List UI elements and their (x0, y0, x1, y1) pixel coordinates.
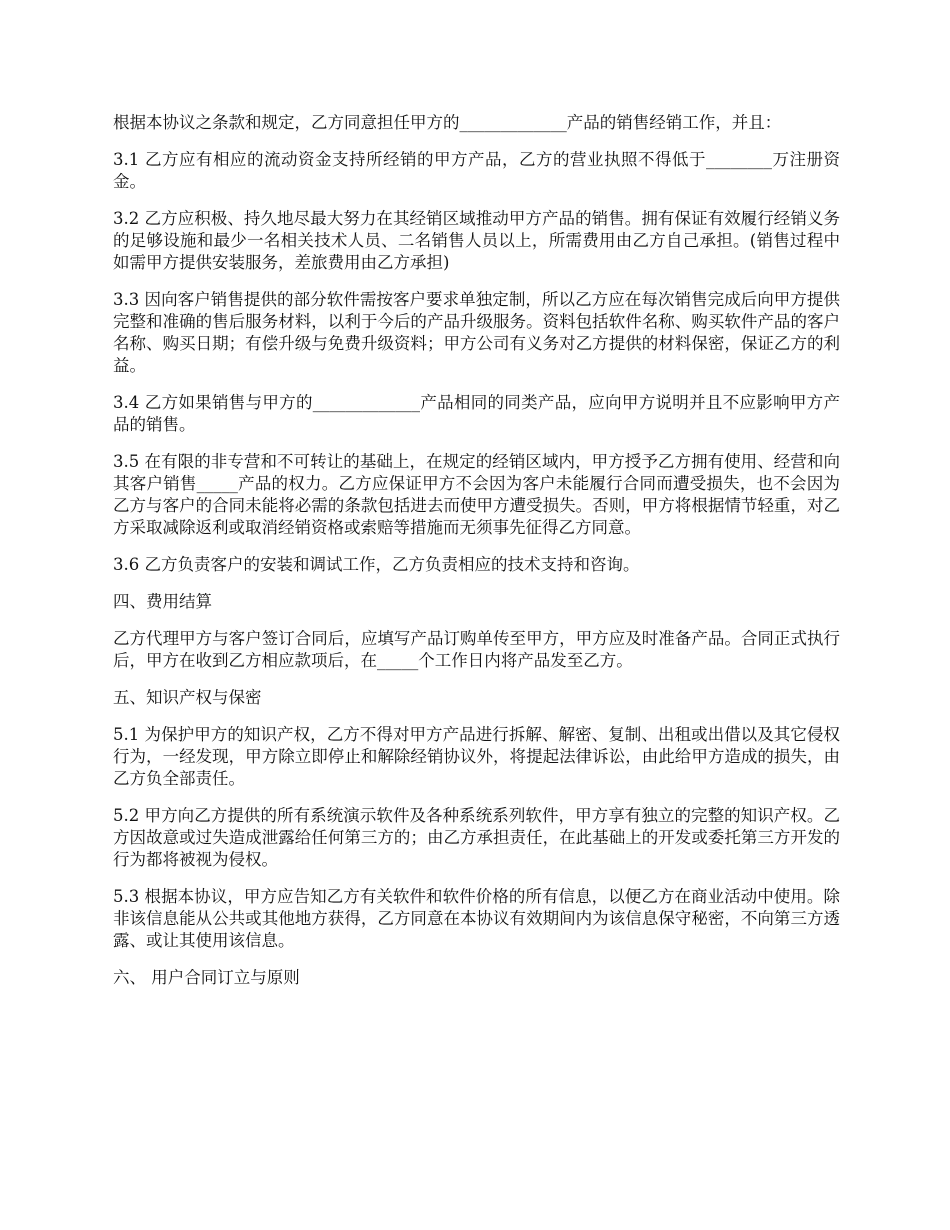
section-heading-4: 四、费用结算 (113, 592, 212, 611)
section-heading-5: 五、知识产权与保密 (113, 688, 262, 707)
clause-5-3: 5.3 根据本协议，甲方应告知乙方有关软件和软件价格的所有信息，以便乙方在商业活动中使用。除非该信息能从公共或其他地方获得，乙方同意在本协议有效期间内为该信息保守秘密，不向第三方透露、或让其使用该信息。 (113, 887, 840, 950)
clause-3-1: 3.1 乙方应有相应的流动资金支持所经销的甲方产品，乙方的营业执照不得低于________万注册资金。 (113, 150, 840, 191)
clause-5-1: 5.1 为保护甲方的知识产权，乙方不得对甲方产品进行拆解、解密、复制、出租或出借以及其它侵权行为，一经发现，甲方除立即停止和解除经销协议外，将提起法律诉讼，由此给甲方造成的损失，由乙方负全部责任。 (113, 725, 840, 788)
paragraph-settlement: 乙方代理甲方与客户签订合同后，应填写产品订购单传至甲方，甲方应及时准备产品。合同正式执行后，甲方在收到乙方相应款项后，在_____个工作日内将产品发至乙方。 (113, 629, 840, 670)
clause-3-5: 3.5 在有限的非专营和不可转让的基础上，在规定的经销区域内，甲方授予乙方拥有使用、经营和向其客户销售_____产品的权力。乙方应保证甲方不会因为客户未能履行合同而遭受损失，也不会因为乙方与客户的合同未能将必需的条款包括进去而使甲方遭受损失。否则，甲方将根据情节轻重，对乙方采取减除返利或取消经销资格或索赔等措施而无须事先征得乙方同意。 (113, 452, 840, 537)
clause-5-2: 5.2 甲方向乙方提供的所有系统演示软件及各种系统系列软件，甲方享有独立的完整的知识产权。乙方因故意或过失造成泄露给任何第三方的；由乙方承担责任，在此基础上的开发或委托第三方开发的行为都将被视为侵权。 (113, 806, 840, 869)
paragraph-intro: 根据本协议之条款和规定，乙方同意担任甲方的_____________产品的销售经销工作，并且： (113, 113, 782, 132)
document-body (113, 112, 840, 1004)
section-heading-6: 六、 用户合同订立与原则 (113, 968, 300, 987)
clause-3-4: 3.4 乙方如果销售与甲方的_____________产品相同的同类产品，应向甲方说明并且不应影响甲方产品的销售。 (113, 393, 840, 434)
clause-3-2: 3.2 乙方应积极、持久地尽最大努力在其经销区域推动甲方产品的销售。拥有保证有效履行经销义务的足够设施和最少一名相关技术人员、二名销售人员以上，所需费用由乙方自己承担。(销售过程中如需甲方提供安装服务，差旅费用由乙方承担) (113, 209, 840, 272)
clause-3-6: 3.6 乙方负责客户的安装和调试工作，乙方负责相应的技术支持和咨询。 (113, 555, 640, 574)
clause-3-3: 3.3 因向客户销售提供的部分软件需按客户要求单独定制，所以乙方应在每次销售完成后向甲方提供完整和准确的售后服务材料，以利于今后的产品升级服务。资料包括软件名称、购买软件产品的客户名称、购买日期；有偿升级与免费升级资料；甲方公司有义务对乙方提供的材料保密，保证乙方的利益。 (113, 290, 840, 375)
